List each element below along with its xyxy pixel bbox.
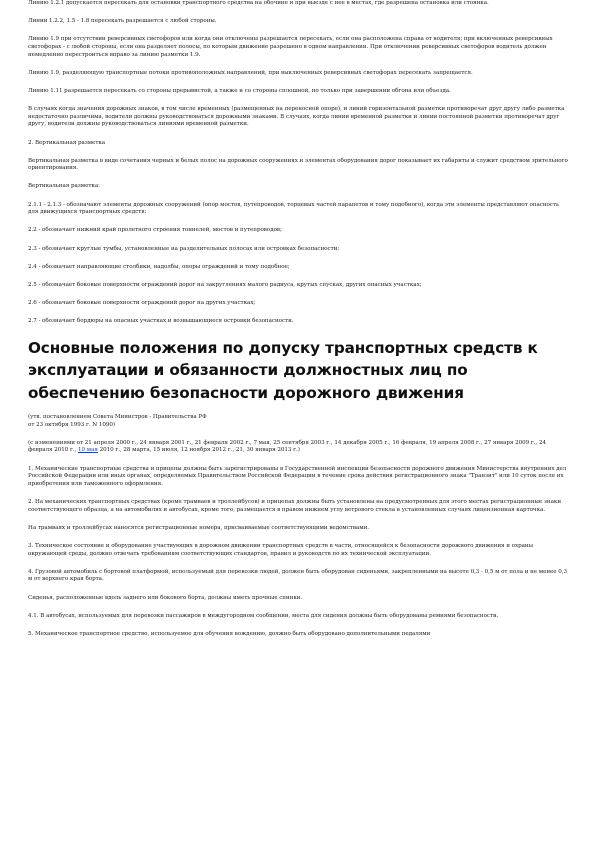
paragraph: 1. Механические транспортные средства и прицепы должны быть зарегистрированы в Государственной инспекции безопасности дорожного движения Министерства внутренних дел Российской Федерации или иных органах, определяемых Правительством Российской Федерации в течение срока действия регистрационного знака "Транзит" или 10 суток после их приобретения или таможенного оформления. bbox=[28, 465, 567, 487]
list-item: 2.2 - обозначает нижний край пролетного строения тоннелей, мостов и путепроводов; bbox=[28, 227, 282, 234]
paragraph: 4.1. В автобусах, используемых для перевозки пассажиров в междугородном сообщении, места для сидения должны быть оборудованы ремнями безопасности. bbox=[28, 612, 499, 619]
paragraph: На трамваях и троллейбусах наносятся регистрационные номера, присваиваемые соответствующими ведомствами. bbox=[28, 524, 369, 531]
paragraph: Линию 1.9 при отсутствии реверсивных светофоров или когда они отключены разрешается пересекать, если она расположена справа от водителя; при включенных реверсивных светофорах - с любой стороны, если она разделяет полосы, по которым движение разрешено в одном направлении. При отключении реверсивных светофоров водитель должен немедленно перестроиться вправо за линию разметки 1.9. bbox=[28, 36, 553, 58]
list-item: 2.3 - обозначает круглые тумбы, установленные на разделительных полосах или островках безопасности; bbox=[28, 245, 340, 252]
document-page bbox=[28, 0, 568, 649]
paragraph: Вертикальная разметка: bbox=[28, 183, 100, 190]
paragraph: 4. Грузовой автомобиль с бортовой платформой, используемый для перевозки людей, должен быть оборудован сиденьями, закрепленными на высоте 0,3 - 0,5 м от пола и не менее 0,3 м от верхнего края борта. bbox=[28, 568, 568, 583]
approval-note bbox=[28, 414, 568, 429]
paragraph: В случаях когда значения дорожных знаков, в том числе временных (размещенных на переносной опоре), и линий горизонтальной разметки противоречат друг другу либо разметка недостаточно различима, водители должны руководствоваться дорожными знаками. В случаях, когда линии временной разметки и линии постоянной разметки противоречат друг другу, водители должны руководствоваться линиями временной разметки. bbox=[28, 106, 565, 128]
paragraph: Вертикальная разметка в виде сочетания черных и белых полос на дорожных сооружениях и элементах оборудования дорог показывает их габариты и служит средством зрительного ориентирования. bbox=[28, 157, 568, 172]
paragraph: Линию 1.9, разделяющую транспортные потоки противоположных направлений, при выключенных реверсивных светофорах пересекать запрещается. bbox=[28, 69, 473, 76]
paragraph: Сиденья, расположенные вдоль заднего или бокового борта, должны иметь прочные спинки. bbox=[28, 594, 303, 601]
list-item: 2.5 - обозначает боковые поверхности ограждений дорог на закруглениях малого радиуса, крутых спусках, других опасных участках; bbox=[28, 282, 422, 288]
paragraph: 3. Техническое состояние и оборудование участвующих в дорожном движении транспортных средств в части, относящейся к безопасности дорожного движения и охраны окружающей среды, должно отвечать требованиям соответствующих стандартов, правил и руководств по их технической эксплуатации. bbox=[28, 542, 533, 557]
approval-line-2: от 23 октября 1993 г. N 1090) bbox=[28, 421, 116, 428]
amendments-text-end: 2010 г., 28 марта, 15 июля, 12 ноября 2012 г., 21, 30 января 2013 г.) bbox=[97, 447, 300, 454]
list-item: 2.7 - обозначает бордюры на опасных участках и возвышающиеся островки безопасности. bbox=[28, 318, 294, 325]
paragraph: 5. Механическое транспортное средство, используемое для обучения вождению, должно быть оборудовано дополнительными педалями bbox=[28, 630, 431, 637]
section-title: 2. Вертикальная разметка bbox=[28, 139, 106, 146]
amendments-note bbox=[28, 440, 568, 455]
paragraph: Линию 1.11 разрешается пересекать со стороны прерывистой, а также и со стороны сплошной, но только при завершении обгона или объезда. bbox=[28, 87, 451, 94]
paragraph: 2. На механических транспортных средствах (кроме трамваев и троллейбусов) и прицепах должны быть установлены на предусмотренных для этого местах регистрационные знаки соответствующего образца, а на автомобилях и автобусах, кроме того, размещается в правом нижнем углу ветрового стекла в установленных случаях лицензионная карточка. bbox=[28, 499, 562, 513]
amendments-text: (с изменениями от 21 апреля 2000 г., 24 января 2001 г., 21 февраля 2002 г., 7 мая, 25 сентября 2003 г., 14 декабря 2005 г., 16 февраля, 19 апреля 2008 г., 27 января 2009 г., 24 февраля 2010 г., bbox=[28, 439, 546, 454]
document-heading: Основные положения по допуску транспортных средств к эксплуатации и обязанности должностных лиц по обеспечению безопасности дорожного движения bbox=[28, 338, 538, 402]
paragraph: Линию 1.2.1 допускается пересекать для остановки транспортного средства на обочине и при выезде с нее в местах, где разрешена остановка или стоянка. bbox=[28, 0, 489, 6]
list-item: 2.1.1 - 2.1.3 - обозначают элементы дорожных сооружений (опор мостов, путепроводов, торцевых частей парапетов и тому подобного), когда эти элементы представляют опасность для движущихся транспортных средств; bbox=[28, 201, 559, 216]
list-item: 2.6 - обозначает боковые поверхности ограждений дорог на других участках; bbox=[28, 300, 256, 307]
approval-line-1: (утв. постановлением Совета Министров - Правительства РФ bbox=[28, 414, 207, 421]
paragraph: Линии 1.2.2, 1.5 - 1.8 пересекать разрешается с любой стороны. bbox=[28, 18, 217, 25]
list-item: 2.4 - обозначает направляющие столбики, надолбы, опоры ограждений и тому подобное; bbox=[28, 263, 290, 270]
amendment-link[interactable]: 10 мая bbox=[78, 447, 98, 454]
